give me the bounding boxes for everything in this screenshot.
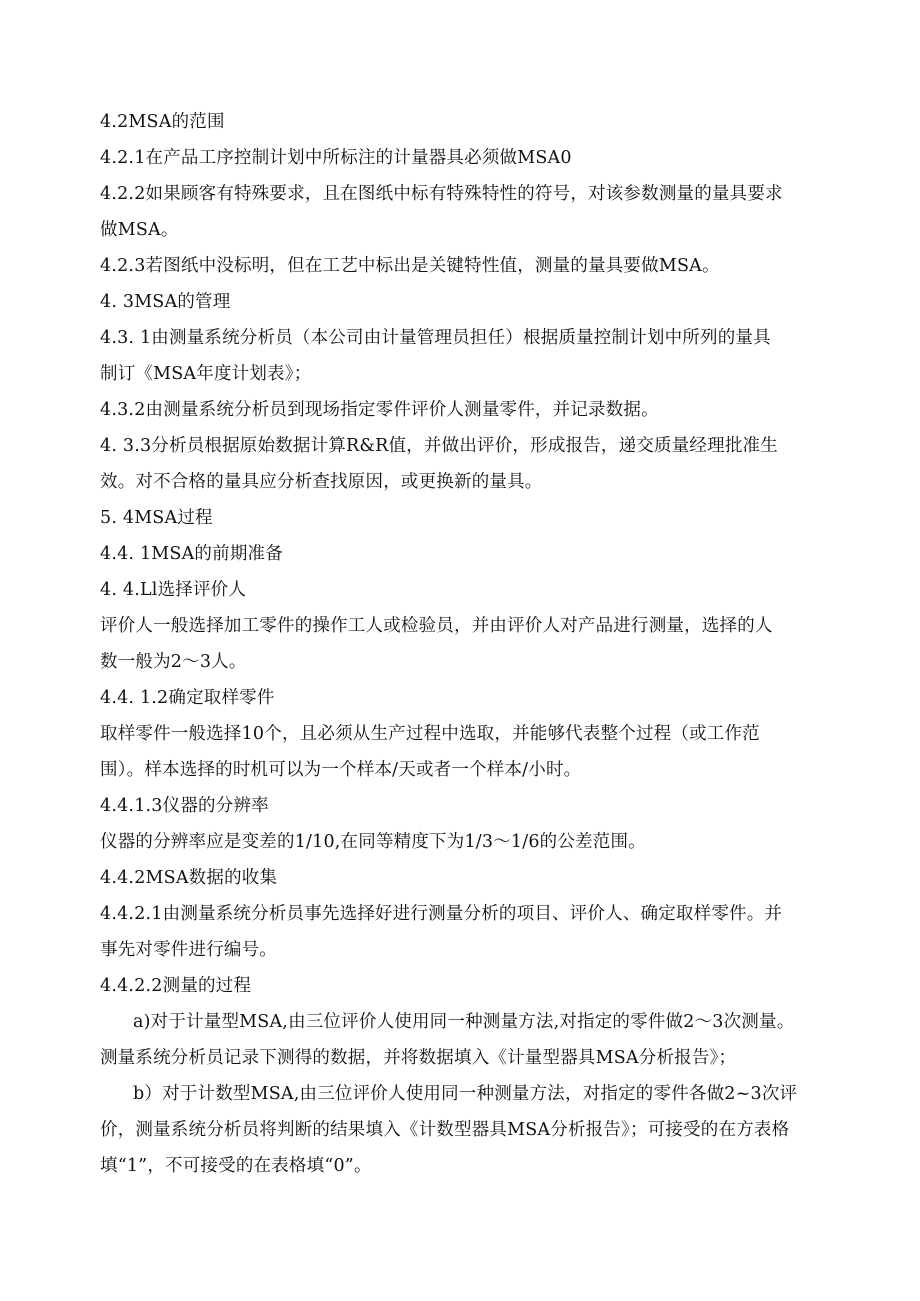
paragraph-sample-line-1: 取样零件一般选择10个，且必须从生产过程中选取，并能够代表整个过程（或工作范 bbox=[100, 724, 760, 744]
paragraph-4-2-2-line-2: 做MSA。 bbox=[100, 220, 179, 240]
list-item-b-line-1: b）对于计数型MSA,由三位评价人使用同一种测量方法，对指定的零件各做2~3次评 bbox=[133, 1084, 798, 1104]
paragraph-4-3-3-line-2: 效。对不合格的量具应分析查找原因，或更换新的量具。 bbox=[100, 472, 543, 492]
paragraph-4-3-2: 4.3.2由测量系统分析员到现场指定零件评价人测量零件，并记录数据。 bbox=[100, 400, 659, 420]
subsection-heading-4-4-2-2: 4.4.2.2测量的过程 bbox=[100, 976, 252, 996]
subsection-heading-4-4-1-2: 4.4. 1.2确定取样零件 bbox=[100, 688, 275, 708]
list-item-b-line-2: 价，测量系统分析员将判断的结果填入《计数型器具MSA分析报告》；可接受的在方表格 bbox=[100, 1120, 790, 1140]
list-item-b-line-3: 填“1”，不可接受的在表格填“0”。 bbox=[100, 1156, 372, 1176]
paragraph-4-3-1-line-1: 4.3. 1由测量系统分析员（本公司由计量管理员担任）根据质量控制计划中所列的量具 bbox=[100, 328, 771, 348]
paragraph-evaluator-line-1: 评价人一般选择加工零件的操作工人或检验员，并由评价人对产品进行测量，选择的人 bbox=[100, 616, 773, 636]
paragraph-resolution: 仪器的分辨率应是变差的1/10,在同等精度下为1/3～1/6的公差范围。 bbox=[100, 832, 646, 852]
paragraph-4-4-2-1-line-1: 4.4.2.1由测量系统分析员事先选择好进行测量分析的项目、评价人、确定取样零件。并 bbox=[100, 904, 783, 924]
paragraph-4-4-2-1-line-2: 事先对零件进行编号。 bbox=[100, 940, 277, 960]
section-heading-4-2: 4.2MSA的范围 bbox=[100, 112, 225, 132]
paragraph-sample-line-2: 围）。样本选择的时机可以为一个样本/天或者一个样本/小时。 bbox=[100, 760, 582, 780]
paragraph-4-2-3: 4.2.3若图纸中没标明，但在工艺中标出是关键特性值，测量的量具要做MSA。 bbox=[100, 256, 720, 276]
section-heading-4-4: 5. 4MSA过程 bbox=[100, 508, 213, 528]
subsection-heading-4-4-1-1: 4. 4.Ll选择评价人 bbox=[100, 580, 247, 600]
paragraph-4-3-1-line-2: 制订《MSA年度计划表》； bbox=[100, 364, 312, 384]
list-item-a-line-2: 测量系统分析员记录下测得的数据，并将数据填入《计量型器具MSA分析报告》； bbox=[100, 1048, 737, 1068]
paragraph-4-3-3-line-1: 4. 3.3分析员根据原始数据计算R&R值，并做出评价，形成报告，递交质量经理批准生 bbox=[100, 436, 778, 456]
list-item-a-line-1: a)对于计量型MSA,由三位评价人使用同一种测量方法,对指定的零件做2～3次测量。 bbox=[133, 1012, 795, 1032]
paragraph-4-2-1: 4.2.1在产品工序控制计划中所标注的计量器具必须做MSA0 bbox=[100, 148, 572, 168]
paragraph-4-2-2-line-1: 4.2.2如果顾客有特殊要求，且在图纸中标有特殊特性的符号，对该参数测量的量具要求 bbox=[100, 184, 783, 204]
subsection-heading-4-4-1-3: 4.4.1.3仪器的分辨率 bbox=[100, 796, 269, 816]
subsection-heading-4-4-2: 4.4.2MSA数据的收集 bbox=[100, 868, 278, 888]
paragraph-evaluator-line-2: 数一般为2～3人。 bbox=[100, 652, 247, 672]
section-heading-4-3: 4. 3MSA的管理 bbox=[100, 292, 231, 312]
subsection-heading-4-4-1: 4.4. 1MSA的前期准备 bbox=[100, 544, 283, 564]
